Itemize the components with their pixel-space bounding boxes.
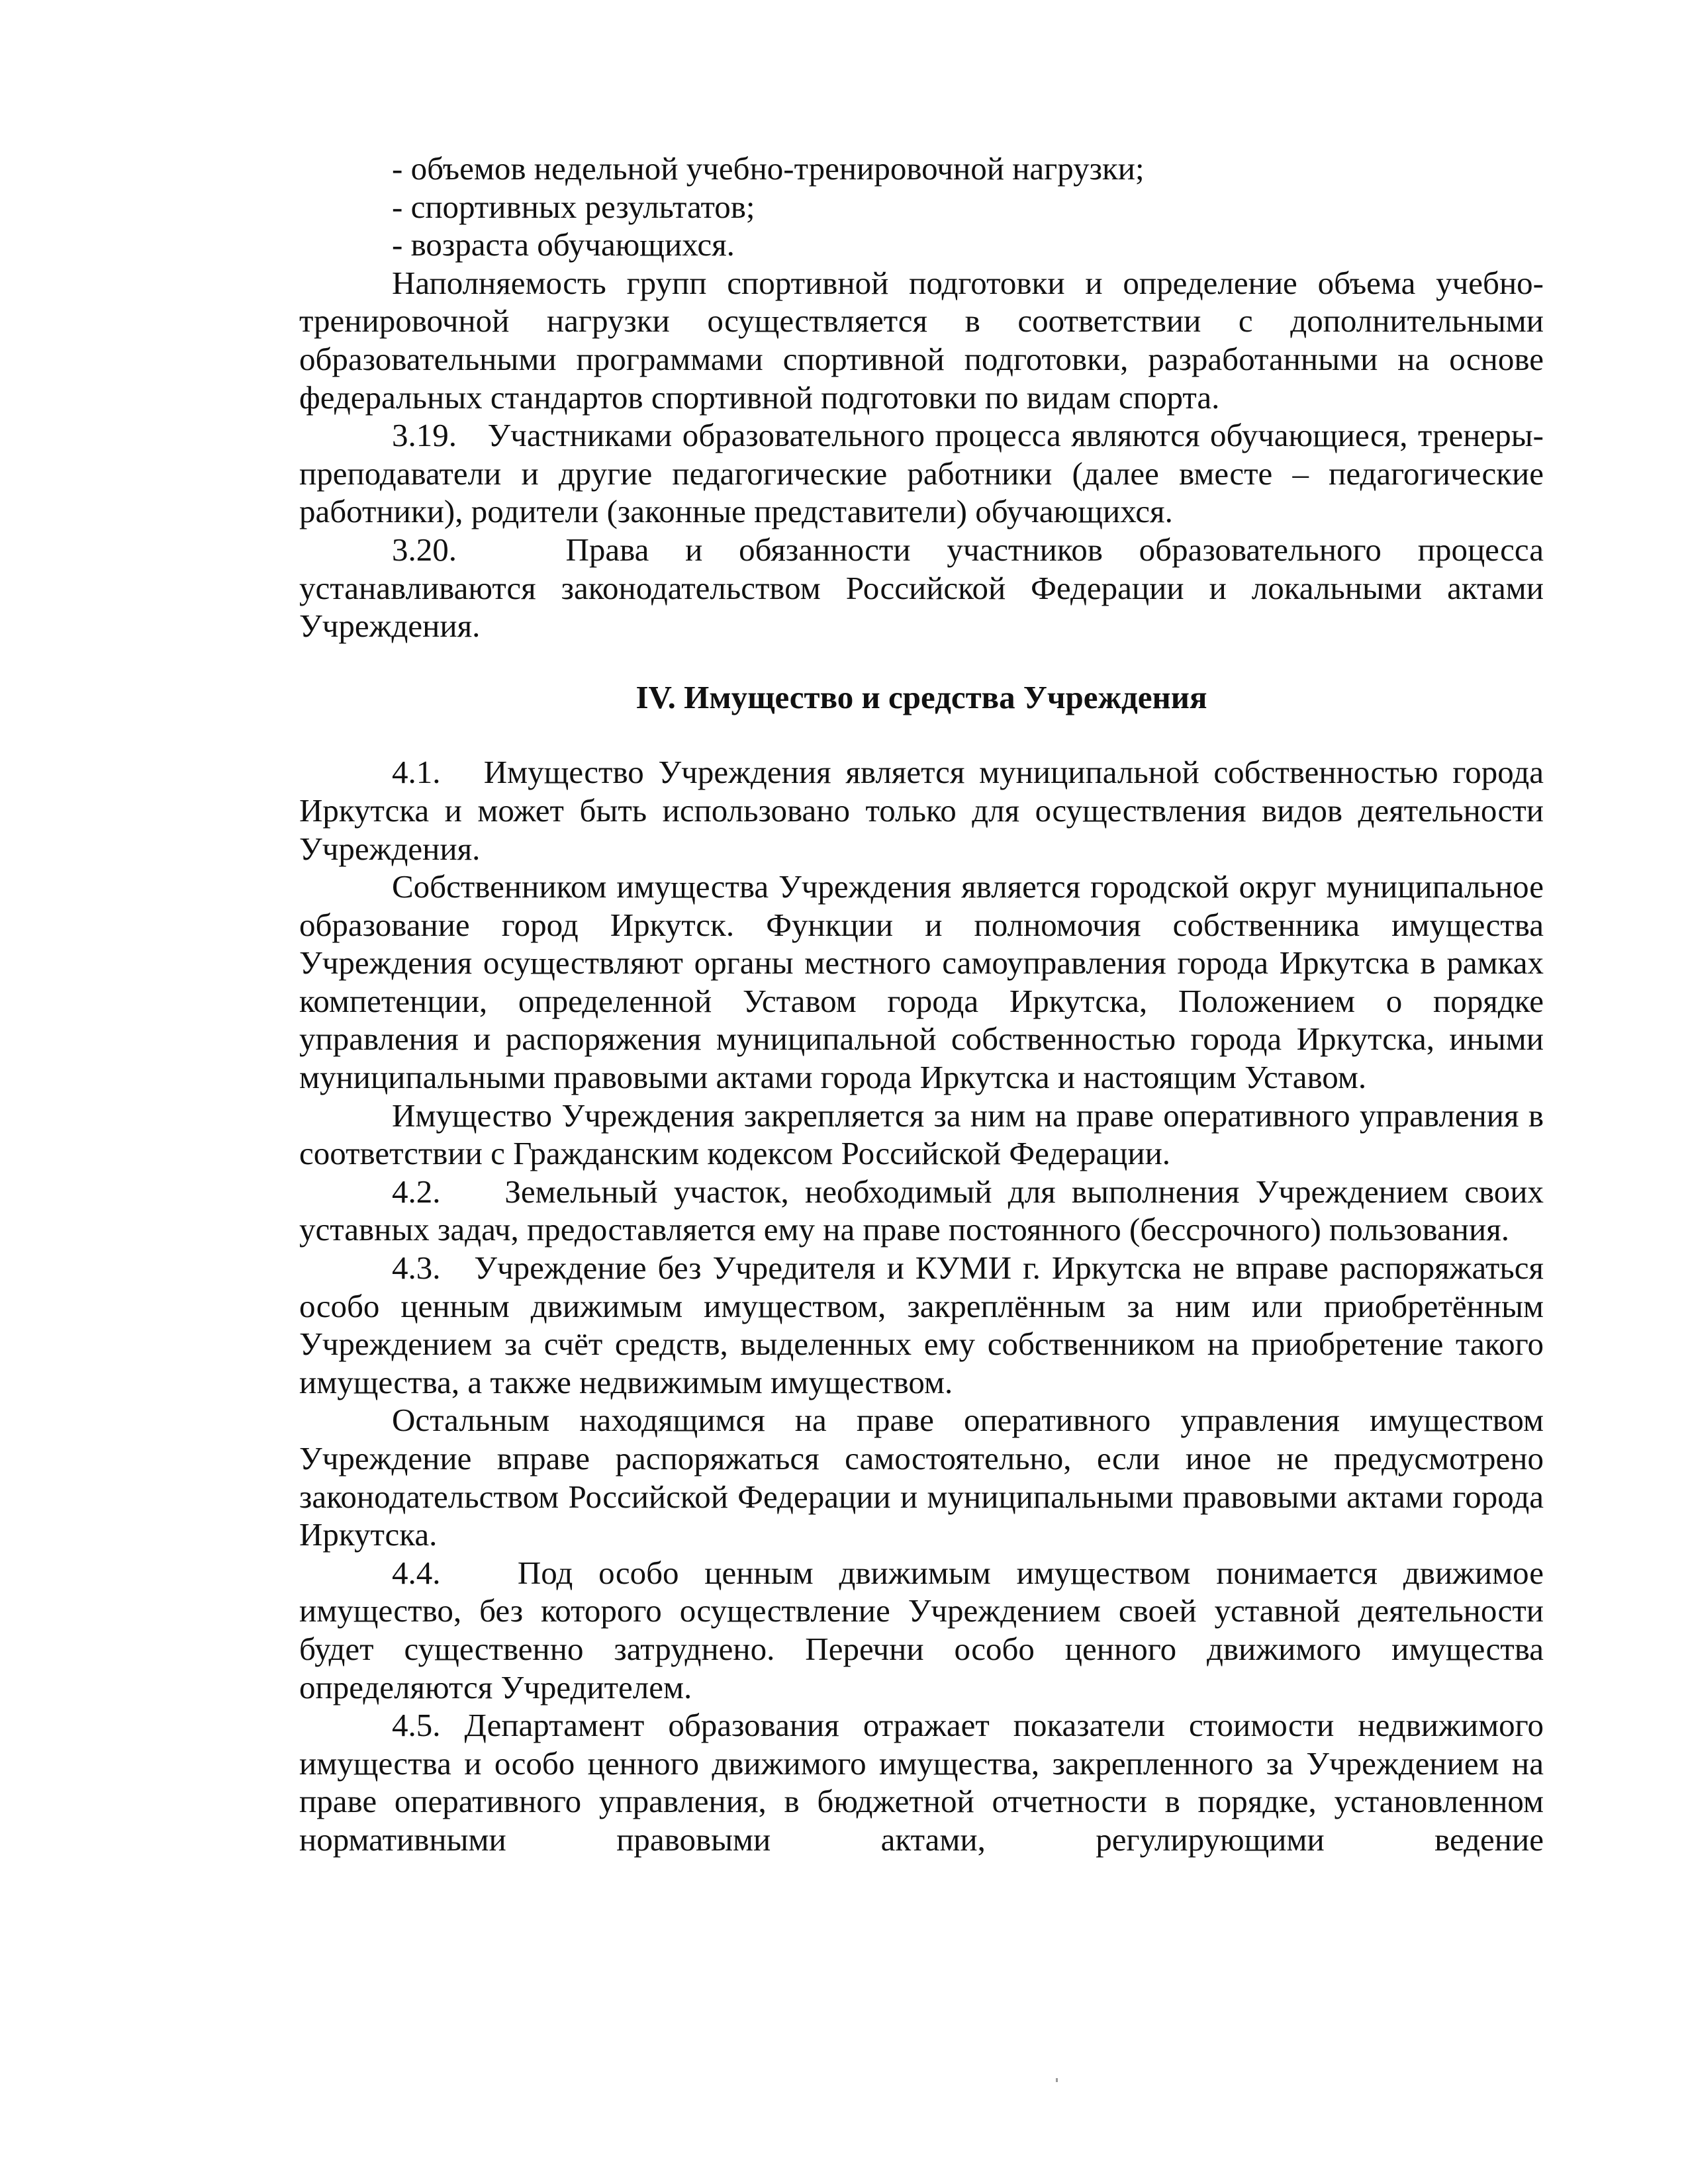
clause-text: Участниками образовательного процесса являются обучающиеся, тренеры-преподаватели и другие педагогические работники (далее вместе – педагогические работники), родители (законные представители) обучающихся.: [299, 417, 1544, 530]
paragraph-operational-management: Имущество Учреждения закрепляется за ним на праве оперативного управления в соответствии с Гражданским кодексом Российской Федерации.: [299, 1097, 1544, 1172]
scan-speck: [1056, 2078, 1058, 2082]
paragraph-remaining-property: Остальным находящимся на праве оперативного управления имуществом Учреждение вправе распоряжаться самостоятельно, если иное не предусмотрено законодательством Российской Федерации и муниципальными правовыми актами города Иркутска.: [299, 1402, 1544, 1553]
document-page: [299, 150, 1544, 1859]
clause-4-3: [299, 1249, 1544, 1401]
clause-text: Под особо ценным движимым имуществом понимается движимое имущество, без которого осуществление Учреждением своей уставной деятельности будет существенно затруднено. Перечни особо ценного движимого имущества определяются Учредителем.: [299, 1554, 1544, 1706]
clause-4-5: [299, 1706, 1544, 1858]
clause-number: 4.5.: [392, 1707, 441, 1744]
paragraph-owner: Собственником имущества Учреждения является городской округ муниципальное образование город Иркутск. Функции и полномочия собственника имущества Учреждения осуществляют органы местного самоуправления города Иркутска в рамках компетенции, определенной Уставом города Иркутска, Положением о порядке управления и распоряжения муниципальной собственностью города Иркутска, иными муниципальными правовыми актами города Иркутска и настоящим Уставом.: [299, 868, 1544, 1096]
clause-4-4: [299, 1554, 1544, 1706]
clause-number: 4.4.: [392, 1554, 441, 1591]
clause-text: Права и обязанности участников образовательного процесса устанавливаются законодательством Российской Федерации и локальными актами Учреждения.: [299, 531, 1544, 645]
clause-number: 4.2.: [392, 1173, 441, 1210]
clause-text: Учреждение без Учредителя и КУМИ г. Иркутска не вправе распоряжаться особо ценным движимым имуществом, закреплённым за ним или приобретённым Учреждением за счёт средств, выделенных ему собственником на приобретение такого имущества, а также недвижимым имуществом.: [299, 1250, 1544, 1400]
clause-text: Департамент образования отражает показатели стоимости недвижимого имущества и особо ценного движимого имущества, закрепленного за Учреждением на праве оперативного управления, в бюджетной отчетности в порядке, установленном нормативными правовыми актами, регулирующими ведение: [299, 1707, 1544, 1858]
clause-4-1: [299, 753, 1544, 868]
clause-number: 3.19.: [392, 417, 457, 454]
clause-number: 4.1.: [392, 754, 441, 791]
list-item-weekly-load: - объемов недельной учебно-тренировочной нагрузки;: [392, 150, 1145, 187]
clause-number: 3.20.: [392, 531, 457, 568]
list-item-sport-results: - спортивных результатов;: [392, 188, 755, 225]
clause-text: Земельный участок, необходимый для выполнения Учреждением своих уставных задач, предоставляется ему на праве постоянного (бессрочного) пользования.: [299, 1173, 1544, 1248]
clause-number: 4.3.: [392, 1250, 441, 1287]
clause-text: Имущество Учреждения является муниципальной собственностью города Иркутска и может быть использовано только для осуществления видов деятельности Учреждения.: [299, 754, 1544, 867]
clause-4-2: [299, 1173, 1544, 1249]
paragraph-group-fill: Наполняемость групп спортивной подготовки и определение объема учебно-тренировочной нагрузки осуществляется в соответствии с дополнительными образовательными программами спортивной подготовки, разработанными на основе федеральных стандартов спортивной подготовки по видам спорта.: [299, 264, 1544, 416]
clause-3-19: [299, 416, 1544, 531]
list-item-age: - возраста обучающихся.: [392, 226, 735, 263]
clause-3-20: [299, 531, 1544, 645]
section-heading: IV. Имущество и средства Учреждения: [635, 678, 1207, 715]
